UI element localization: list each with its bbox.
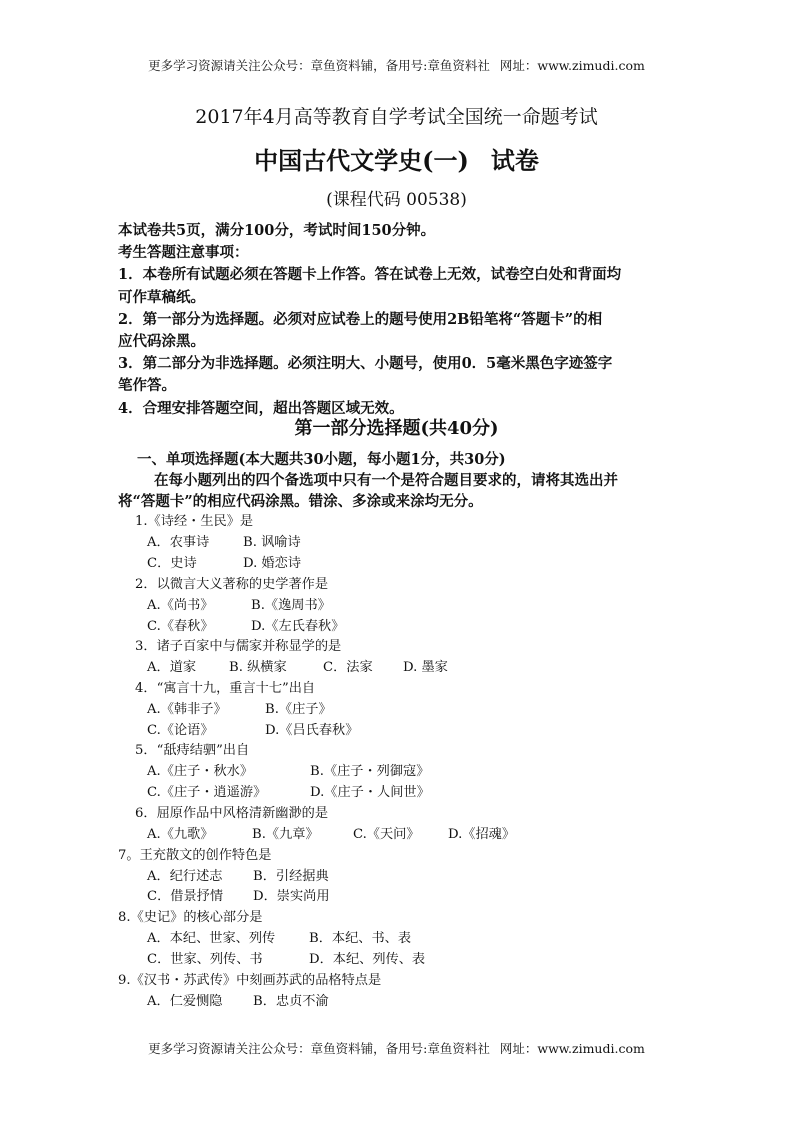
question-stem: 6．屈原作品中风格清新幽渺的是: [135, 806, 329, 821]
question-stem: 2．以微言大义著称的史学著作是: [135, 577, 329, 592]
question-stem: 7。王充散文的创作特色是: [118, 848, 272, 863]
question-stem: 5．“舐痔结驷”出自: [135, 743, 250, 758]
option: B.《庄子・列御寇》: [310, 764, 430, 779]
question-options: [147, 825, 515, 846]
question-stem: 9.《汉书・苏武传》中刻画苏武的品格特点是: [118, 973, 382, 988]
header-url[interactable]: 网址：www.zimudi.com: [499, 58, 645, 73]
subject-suffix: 试卷: [490, 146, 539, 175]
option: C.《天问》: [353, 827, 420, 842]
question-options: [147, 554, 301, 575]
question-options: [147, 658, 448, 679]
question-options: [147, 700, 332, 721]
option: C．法家: [323, 660, 373, 675]
header-text: 更多学习资源请关注公众号：章鱼资料铺，备用号:章鱼资料社: [148, 58, 490, 73]
question-stem: 4．“寓言十九，重言十七”出自: [135, 681, 316, 696]
note-line: 1．本卷所有试题必须在答题卡上作答。答在试卷上无效，试卷空白处和背面均: [118, 266, 622, 284]
part-title: 第一部分选择题(共40分): [294, 418, 499, 439]
question-options: [147, 533, 301, 554]
question-options: [147, 929, 411, 950]
option: C.《庄子・逍遥游》: [147, 785, 267, 800]
option: A.《尚书》: [147, 598, 214, 613]
option: D．崇实尚用: [253, 889, 330, 904]
option: A．仁爱恻隐: [147, 994, 223, 1009]
option: B. 讽喻诗: [243, 535, 301, 550]
option: C．史诗: [147, 556, 197, 571]
footer-url[interactable]: 网址：www.zimudi.com: [499, 1041, 645, 1056]
note-line: 可作草稿纸。: [118, 288, 205, 306]
note-line: 3．第二部分为非选择题。必须注明大、小题号，使用0．5毫米黑色字迹签字: [118, 355, 613, 373]
option: C．世家、列传、书: [147, 952, 263, 967]
option: D.《左氏春秋》: [251, 619, 345, 634]
option: A.《韩非子》: [147, 702, 227, 717]
option: A．纪行述志: [147, 869, 223, 884]
subject-title: [0, 145, 793, 177]
instruction-line: 在每小题列出的四个备选项中只有一个是符合题目要求的，请将其选出并: [154, 472, 618, 489]
question-options: [147, 867, 329, 888]
option: D.《吕氏春秋》: [265, 723, 359, 738]
note-line: 本试卷共5页，满分100分，考试时间150分钟。: [118, 222, 436, 239]
question-options: [147, 762, 429, 783]
option: B．本纪、书、表: [309, 931, 412, 946]
option: B．引经据典: [253, 869, 329, 884]
question-options: [147, 596, 331, 617]
option: A．农事诗: [147, 535, 210, 550]
option: A．本纪、世家、列传: [147, 931, 276, 946]
question-options: [147, 721, 358, 742]
option: A．道家: [147, 660, 197, 675]
question-options: [147, 887, 330, 908]
question-options: [147, 950, 425, 971]
option: B.《庄子》: [265, 702, 332, 717]
note-line: 考生答题注意事项：: [118, 244, 249, 262]
option: D. 婚恋诗: [243, 556, 302, 571]
option: A.《庄子・秋水》: [147, 764, 254, 779]
exam-title: 2017年4月高等教育自学考试全国统一命题考试: [195, 106, 598, 128]
option: B．忠贞不渝: [253, 994, 329, 1009]
note-line: 2．第一部分为选择题。必须对应试卷上的题号使用2B铅笔将“答题卡”的相: [118, 310, 603, 328]
option: D．本纪、列传、表: [309, 952, 426, 967]
subject-name: 中国古代文学史(一): [254, 146, 469, 175]
option: C.《论语》: [147, 723, 214, 738]
option: D.《庄子・人间世》: [310, 785, 430, 800]
course-code: (课程代码 00538): [326, 190, 467, 210]
option: D.《招魂》: [448, 827, 516, 842]
question-options: [147, 992, 329, 1013]
question-options: [147, 783, 430, 804]
question-stem: 3．诸子百家中与儒家并称显学的是: [135, 639, 342, 654]
note-line: 笔作答。: [118, 377, 176, 395]
option: D. 墨家: [403, 660, 448, 675]
page-footer: [0, 1041, 793, 1057]
exam-notes: [118, 220, 678, 420]
question-stem: 1.《诗经・生民》是: [135, 514, 254, 529]
option: C．借景抒情: [147, 889, 224, 904]
instruction-line: 将“答题卡”的相应代码涂黑。错涂、多涂或来涂均无分。: [118, 492, 483, 510]
option: A.《九歌》: [147, 827, 214, 842]
note-line: 4．合理安排答题空间，超出答题区域无效。: [118, 399, 404, 417]
note-line: 应代码涂黑。: [118, 333, 205, 351]
option: C.《春秋》: [147, 619, 214, 634]
question-stem: 8.《史记》的核心部分是: [118, 910, 263, 925]
option: B.《九章》: [252, 827, 319, 842]
option: B.《逸周书》: [251, 598, 331, 613]
question-options: [147, 617, 344, 638]
section-title: 一、单项选择题(本大题共30小题，每小题1分，共30分): [137, 451, 506, 468]
section-instruction: [118, 471, 678, 512]
option: B. 纵横家: [229, 660, 287, 675]
page-header: [0, 58, 793, 74]
footer-text: 更多学习资源请关注公众号：章鱼资料铺，备用号:章鱼资料社: [148, 1041, 490, 1056]
